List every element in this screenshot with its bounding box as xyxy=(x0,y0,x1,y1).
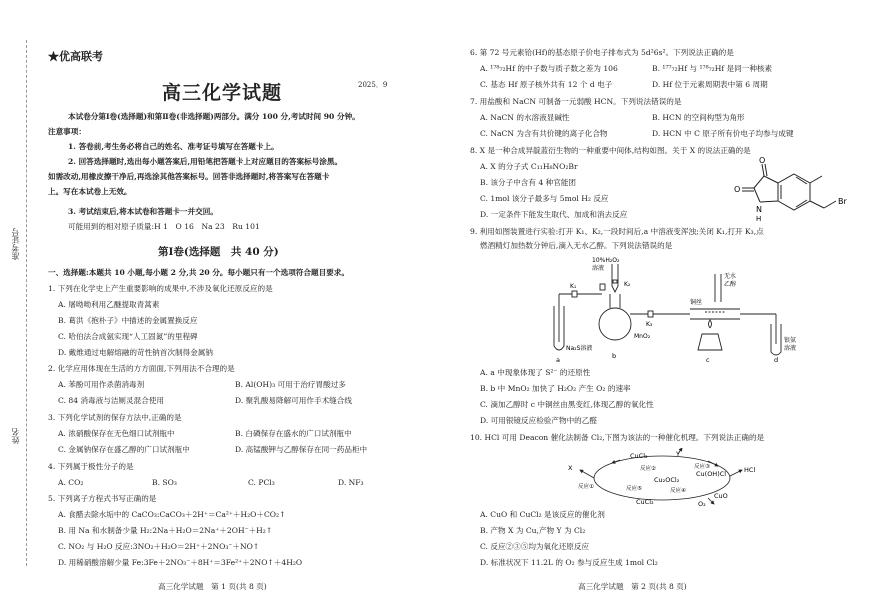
option: D. 聚乳酸易降解可用作手术缝合线 xyxy=(235,396,352,405)
tube-c xyxy=(690,309,740,319)
option: C. 反应②③⑤均为氧化还原反应 xyxy=(480,542,590,551)
silver-label: 银氨 xyxy=(784,337,797,344)
option: B. ¹⁷⁷₇₂Hf 与 ¹⁷⁸₇₂Hf 是同一种核素 xyxy=(652,64,773,73)
h2o2-label: 10%H₂O₂ xyxy=(592,257,620,264)
exam-number-label: 准考证号 xyxy=(11,228,20,260)
option: D. 可用银镜反应检验产物中的乙醛 xyxy=(480,416,597,425)
option: B. Al(OH)₃ 可用于治疗胃酸过多 xyxy=(235,380,346,389)
option: B. b 中 MnO₂ 加快了 H₂O₂ 产生 O₂ 的速率 xyxy=(480,384,631,393)
copper-label: 铜丝 xyxy=(690,299,703,306)
bromine-atom: Br xyxy=(838,197,847,206)
option: C. 哈伯法合成氨实现“人工固氮”的里程碑 xyxy=(58,332,198,341)
option: B. 用 Na 和水制备少量 H₂:2Na＋H₂O＝2Na⁺＋2OH⁻＋H₂↑ xyxy=(58,526,273,535)
molecule-structure xyxy=(732,156,864,224)
alcohol-lamp xyxy=(698,334,722,350)
label-b: b xyxy=(612,352,617,360)
y-label: Y xyxy=(676,450,680,458)
question-stem: 8. X 是一种合成异靛蓝衍生物的一种重要中间体,结构如图。关于 X 的说法正确的是 xyxy=(470,146,751,155)
notice-line: 2. 回答选择题时,选出每小题答案后,用铅笔把答题卡上对应题目的答案标号涂黑。 xyxy=(68,157,343,166)
flask-b xyxy=(599,308,631,340)
label-a: a xyxy=(556,356,560,364)
option: A. CO₂ xyxy=(58,478,84,487)
exam-date: 2025．9 xyxy=(358,81,388,89)
cu2ocl2-label: Cu₂OCl₂ xyxy=(654,476,680,484)
option: A. 屠呦呦利用乙醚提取青蒿素 xyxy=(58,300,160,309)
option: D. 一定条件下能发生取代、加成和消去反应 xyxy=(480,210,628,219)
question-stem: 2. 化学应用体现在生活的方方面面,下列用法不合理的是 xyxy=(48,364,235,373)
option: A. 食醋去除水垢中的 CaCO₃:CaCO₃＋2H⁺＝Ca²⁺＋H₂O＋CO₂↑ xyxy=(58,510,286,519)
option: A. ¹⁷⁸₇₂Hf 的中子数与质子数之差为 106 xyxy=(480,64,618,73)
benzene-ring xyxy=(778,174,810,210)
atomic-mass-line: 可能用到的相对原子质量:H 1 O 16 Na 23 Ru 101 xyxy=(68,222,260,231)
h2o2-label: 溶液 xyxy=(592,265,605,272)
notice-title: 注意事项： xyxy=(48,127,86,136)
question-stem: 1. 下列在化学史上产生重要影响的成果中,不涉及氧化还原反应的是 xyxy=(48,284,273,293)
page-footer: 高三化学试题 第 1 页(共 8 页) xyxy=(158,582,267,591)
label-d: d xyxy=(774,356,779,364)
name-label: 姓名 xyxy=(11,428,20,444)
reaction-1-label: 反应① xyxy=(578,484,594,490)
option: D. 戴维通过电解熔融的苛性钠首次制得金属钠 xyxy=(58,348,213,357)
question-stem: 3. 下列化学试剂的保存方法中,正确的是 xyxy=(48,413,182,422)
reaction-2-label: 反应② xyxy=(640,466,656,472)
silver-label: 溶液 xyxy=(784,345,797,352)
o2-label: O₂ xyxy=(698,500,706,508)
option: A. CuO 和 CuCl₂ 是该反应的催化剂 xyxy=(480,510,605,519)
label-c: c xyxy=(706,356,710,364)
section-title: 第Ⅰ卷(选择题 共 40 分) xyxy=(158,246,279,258)
reaction-4-label: 反应④ xyxy=(670,488,686,494)
option: C. 84 消毒液与洁厕灵混合使用 xyxy=(58,396,164,405)
binding-line xyxy=(26,40,27,566)
option: D. 高锰酸钾与乙醇保存在同一药品柜中 xyxy=(235,445,368,454)
question-stem: 燃酒精灯加热数分钟后,滴入无水乙醇。下列说法错误的是 xyxy=(480,241,673,250)
question-stem: 6. 第 72 号元素铪(Hf)的基态原子价电子排布式为 5d²6s²。下列说法正确的是 xyxy=(470,48,734,57)
cucl2-top-label: CuCl₂ xyxy=(630,452,648,460)
reaction-3-label: 反应③ xyxy=(694,464,710,470)
hydrogen-atom: H xyxy=(756,215,762,223)
option: A. NaCN 的水溶液显碱性 xyxy=(480,113,570,122)
nitrogen-atom: N xyxy=(756,205,762,214)
option: C. NaCN 为含有共价键的离子化合物 xyxy=(480,129,608,138)
option: B. SO₃ xyxy=(152,478,177,487)
option: D. 用稀硝酸溶解少量 Fe:3Fe＋2NO₃⁻＋8H⁺＝3Fe²⁺＋2NO↑＋4H₂O xyxy=(58,558,303,567)
hcl-label: HCl xyxy=(744,466,756,474)
ethanol-label: 无水 xyxy=(724,273,737,280)
k1-label: K₁ xyxy=(570,283,577,290)
option: B. HCN 的空间构型为角形 xyxy=(652,113,745,122)
option: A. 浓硝酸保存在无色细口试剂瓶中 xyxy=(58,429,175,438)
oxygen-atom-1: O xyxy=(759,156,766,165)
option: A. 苯酚可用作杀菌消毒剂 xyxy=(58,380,145,389)
page-2 xyxy=(440,0,870,616)
x-label: X xyxy=(568,464,573,472)
option: B. 产物 X 为 Cu,产物 Y 为 Cl₂ xyxy=(480,526,586,535)
cuo-label: CuO xyxy=(714,492,728,500)
option: C. 1mol 该分子最多与 5mol H₂ 反应 xyxy=(480,194,609,203)
option: D. NF₃ xyxy=(338,478,364,487)
mechanism-diagram xyxy=(558,448,768,508)
question-stem: 4. 下列属于极性分子的是 xyxy=(48,462,134,471)
oxygen-atom-2: O xyxy=(734,185,741,194)
question-stem: 5. 下列离子方程式书写正确的是 xyxy=(48,494,157,503)
option: D. 标准状况下 11.2L 的 O₂ 参与反应生成 1mol Cl₂ xyxy=(480,558,658,567)
notice-line: 如需改动,用橡皮擦干净后,再选涂其他答案标号。回答非选择题时,将答案写在答题卡 xyxy=(48,172,330,181)
na2s-label: Na₂S溶液 xyxy=(566,345,593,352)
notice-line: 3. 考试结束后,将本试卷和答题卡一并交回。 xyxy=(68,207,218,216)
option: D. HCN 中 C 原子所有价电子均参与成键 xyxy=(652,129,794,138)
question-stem: 7. 用盐酸和 NaCN 可制备一元弱酸 HCN。下列说法错误的是 xyxy=(470,97,682,106)
cucl2-bottom-label: CuCl₂ xyxy=(636,498,654,506)
section-intro: 一、选择题:本题共 10 小题,每小题 2 分,共 20 分。每小题只有一个选项符合题目要求。 xyxy=(48,268,349,277)
notice-line: 1. 答卷前,考生务必将自己的姓名、准考证号填写在答题卡上。 xyxy=(68,142,279,151)
page-title: 高三化学试题 xyxy=(162,82,283,104)
k3-label: K₃ xyxy=(646,321,653,328)
option: C. 基态 Hf 原子核外共有 12 个 d 电子 xyxy=(480,80,613,89)
apparatus-diagram xyxy=(540,254,800,364)
notice-line: 上。写在本试卷上无效。 xyxy=(48,187,132,196)
ethanol-label: 乙醇 xyxy=(724,281,737,288)
option: C. PCl₃ xyxy=(248,478,275,487)
option: C. 滴加乙醇时 c 中铜丝由黑变红,体现乙醇的氧化性 xyxy=(480,400,654,409)
option: B. 该分子中含有 4 种官能团 xyxy=(480,178,577,187)
intro-text: 本试卷分第Ⅰ卷(选择题)和第Ⅱ卷(非选择题)两部分。满分 100 分,考试时间 90 分钟。 xyxy=(68,112,360,121)
option: B. 白磷保存在盛水的广口试剂瓶中 xyxy=(235,429,352,438)
option: A. a 中现象体现了 S²⁻ 的还原性 xyxy=(480,368,591,377)
reaction-5-label: 反应⑤ xyxy=(626,486,642,492)
dropping-funnel xyxy=(612,264,618,292)
option: B. 葛洪《抱朴子》中描述的金属置换反应 xyxy=(58,316,198,325)
mno2-label: MnO₂ xyxy=(634,333,651,340)
question-stem: 9. 利用如图装置进行实验:打开 K₁、K₂,一段时间后,a 中溶液变浑浊;关闭 K₁,打开 K₃,点 xyxy=(470,227,764,236)
option: C. NO₂ 与 H₂O 反应:3NO₂＋H₂O＝2H⁺＋2NO₃⁻＋NO↑ xyxy=(58,542,260,551)
option: C. 金属钠保存在盛乙醇的广口试剂瓶中 xyxy=(58,445,190,454)
cuohcl-label: Cu(OH)Cl xyxy=(696,470,727,478)
brand: ★优高联考 xyxy=(48,50,103,63)
question-stem: 10. HCl 可用 Deacon 催化法制备 Cl₂,下图为该法的一种催化机理。下列说法正确的是 xyxy=(470,433,765,442)
option: A. X 的分子式 C₁₁H₈NO₂Br xyxy=(480,162,578,171)
option: D. Hf 位于元素周期表中第 6 周期 xyxy=(652,80,768,89)
page-footer: 高三化学试题 第 2 页(共 8 页) xyxy=(578,582,687,591)
k2-label: K₂ xyxy=(624,281,631,288)
